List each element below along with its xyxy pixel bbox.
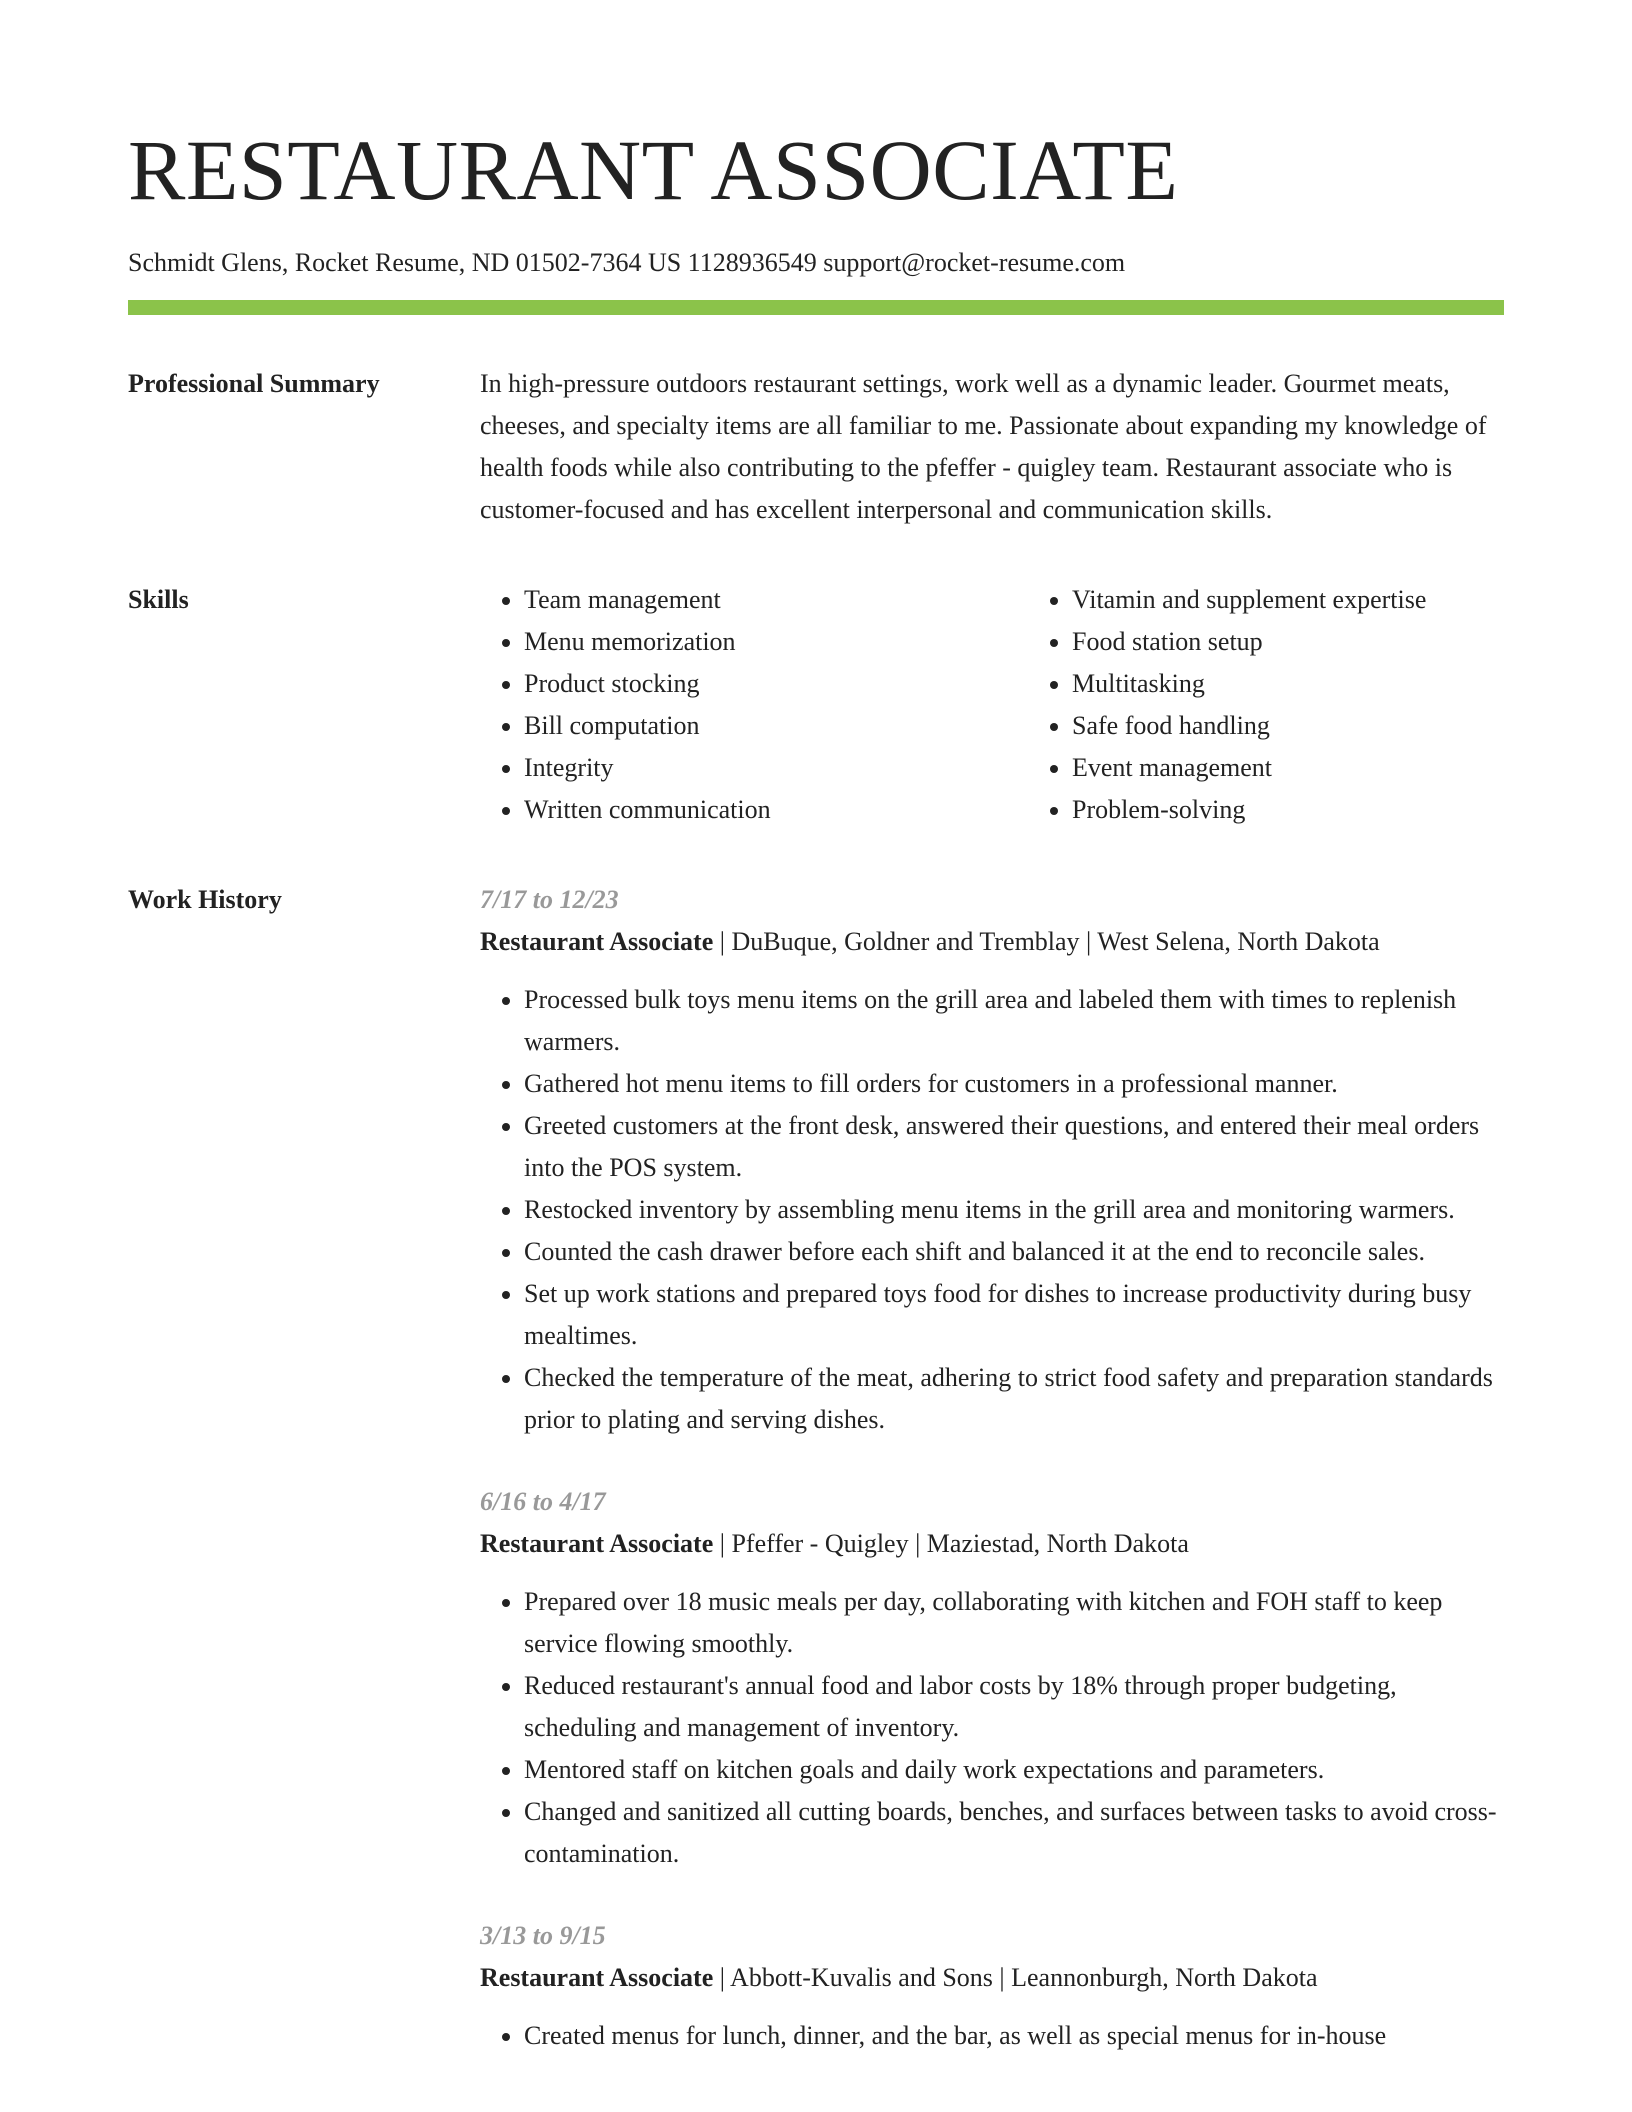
job-date: 6/16 to 4/17	[480, 1487, 606, 1516]
job-heading	[480, 1957, 1504, 1999]
skill-item: • Product stocking	[524, 663, 1028, 705]
job-heading	[480, 921, 1504, 963]
job-bullet: • Processed bulk toys menu items on the grill area and labeled them with times to replenish warmers.	[524, 979, 1504, 1063]
skill-item: • Integrity	[524, 747, 1028, 789]
resume-title: RESTAURANT ASSOCIATE	[128, 122, 1179, 218]
skill-item: • Multitasking	[1072, 663, 1576, 705]
skill-item: • Problem-solving	[1072, 789, 1576, 831]
job-bullet: • Reduced restaurant's annual food and labor costs by 18% through proper budgeting, scheduling and management of inventory.	[524, 1665, 1504, 1749]
skill-item: • Team management	[524, 579, 1028, 621]
job-bullet: • Changed and sanitized all cutting boards, benches, and surfaces between tasks to avoid cross-contamination.	[524, 1791, 1504, 1875]
skill-item: • Menu memorization	[524, 621, 1028, 663]
job-bullet: • Counted the cash drawer before each shift and balanced it at the end to reconcile sales.	[524, 1231, 1504, 1273]
skills-list-right	[1028, 579, 1576, 831]
job-bullet: • Prepared over 18 music meals per day, collaborating with kitchen and FOH staff to keep service flowing smoothly.	[524, 1581, 1504, 1665]
skill-item: • Food station setup	[1072, 621, 1576, 663]
skills-label: Skills	[128, 585, 189, 614]
job-bullet-list	[480, 2015, 1504, 2057]
job-bullet: • Gathered hot menu items to fill orders for customers in a professional manner.	[524, 1063, 1504, 1105]
job-bullet: • Restocked inventory by assembling menu items in the grill area and monitoring warmers.	[524, 1189, 1504, 1231]
job-bullet-list	[480, 1581, 1504, 1875]
job-entry	[480, 1481, 1504, 1875]
job-title: Restaurant Associate	[480, 927, 714, 956]
skill-item: • Event management	[1072, 747, 1576, 789]
job-date: 3/13 to 9/15	[480, 1921, 606, 1950]
job-date: 7/17 to 12/23	[480, 885, 619, 914]
summary-label: Professional Summary	[128, 369, 380, 398]
job-entry	[480, 1915, 1504, 2057]
job-title: Restaurant Associate	[480, 1529, 714, 1558]
skill-item: • Bill computation	[524, 705, 1028, 747]
job-entry	[480, 879, 1504, 1441]
work-section	[128, 879, 1504, 2097]
skill-item: • Vitamin and supplement expertise	[1072, 579, 1576, 621]
contact-line: Schmidt Glens, Rocket Resume, ND 01502-7364 US 1128936549 support@rocket-resume.com	[128, 248, 1126, 277]
work-history-list	[480, 879, 1504, 2097]
job-bullet-list	[480, 979, 1504, 1441]
summary-section	[128, 363, 1504, 531]
skills-list-left	[480, 579, 1028, 831]
job-bullet: • Mentored staff on kitchen goals and daily work expectations and parameters.	[524, 1749, 1504, 1791]
skill-item: • Safe food handling	[1072, 705, 1576, 747]
job-bullet: • Set up work stations and prepared toys food for dishes to increase productivity during busy mealtimes.	[524, 1273, 1504, 1357]
job-employer-location: | Abbott-Kuvalis and Sons | Leannonburgh, North Dakota	[713, 1963, 1318, 1992]
skill-item: • Written communication	[524, 789, 1028, 831]
resume-page	[128, 0, 1504, 2097]
job-employer-location: | Pfeffer - Quigley | Maziestad, North Dakota	[713, 1529, 1189, 1558]
summary-text: In high-pressure outdoors restaurant settings, work well as a dynamic leader. Gourmet meats, cheeses, and specialty items are all familiar to me. Passionate about expanding my knowledge of health foods while also contributing to the pfeffer - quigley team. Restaurant associate who is customer-focused and has excellent interpersonal and communication skills.	[480, 369, 1487, 524]
job-employer-location: | DuBuque, Goldner and Tremblay | West Selena, North Dakota	[713, 927, 1380, 956]
job-bullet: • Checked the temperature of the meat, adhering to strict food safety and preparation standards prior to plating and serving dishes.	[524, 1357, 1504, 1441]
work-label: Work History	[128, 885, 282, 914]
job-bullet: • Created menus for lunch, dinner, and the bar, as well as special menus for in-house	[524, 2015, 1504, 2057]
skills-section	[128, 579, 1504, 831]
job-bullet: • Greeted customers at the front desk, answered their questions, and entered their meal orders into the POS system.	[524, 1105, 1504, 1189]
job-heading	[480, 1523, 1504, 1565]
header-divider	[128, 300, 1504, 315]
job-title: Restaurant Associate	[480, 1963, 714, 1992]
